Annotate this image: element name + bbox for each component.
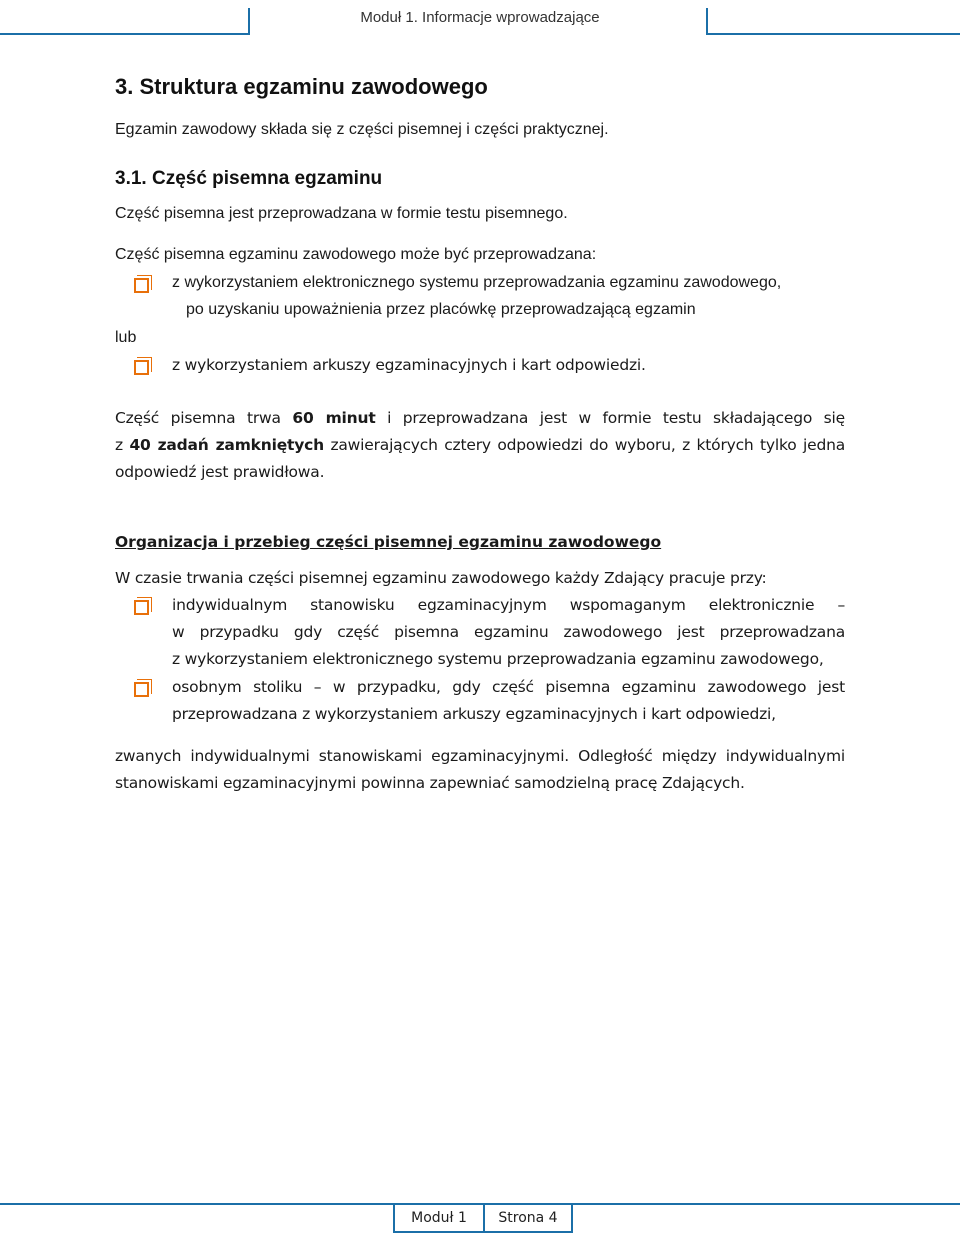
subsection-intro: Część pisemna jest przeprowadzana w formie testu pisemnego. — [115, 205, 568, 222]
header-rule-left — [0, 33, 250, 35]
item-1-line-2: w przypadku gdy część pisemna egzaminu zawodowego jest przeprowadzana — [172, 623, 845, 641]
item-2-line-2: przeprowadzana z wykorzystaniem arkuszy egzaminacyjnych i kart odpowiedzi, — [172, 705, 776, 723]
may-be-conducted-text: Część pisemna egzaminu zawodowego może być przeprowadzana: — [115, 246, 597, 263]
option-1-line-1: z wykorzystaniem elektronicznego systemu przeprowadzania egzaminu zawodowego, — [172, 274, 782, 291]
subsection-title: 3.1. Część pisemna egzaminu — [115, 168, 383, 189]
duration-line-2 — [115, 436, 845, 454]
duration-text-2: i przeprowadzana jest w formie testu składającego się — [375, 409, 845, 427]
closing-line-2: stanowiskami egzaminacyjnymi powinna zapewniać samodzielną pracę Zdających. — [115, 774, 745, 792]
running-header-title: Moduł 1. Informacje wprowadzające — [360, 9, 600, 26]
or-text: lub — [115, 329, 137, 346]
bullet-icon — [134, 600, 149, 615]
section-title: 3. Struktura egzaminu zawodowego — [115, 74, 488, 99]
duration-line-1 — [115, 409, 845, 427]
bullet-icon — [134, 682, 149, 697]
duration-line-3: odpowiedź jest prawidłowa. — [115, 463, 325, 481]
duration-task-count: 40 zadań zamkniętych — [129, 436, 324, 454]
duration-minutes: 60 minut — [292, 409, 376, 427]
option-2: z wykorzystaniem arkuszy egzaminacyjnych i kart odpowiedzi. — [172, 356, 646, 374]
footer-module: Moduł 1 — [411, 1210, 467, 1226]
organization-heading: Organizacja i przebieg części pisemnej egzaminu zawodowego — [115, 533, 662, 551]
option-1-line-2: po uzyskaniu upoważnienia przez placówkę przeprowadzającą egzamin — [186, 301, 696, 318]
item-1-line-1: indywidualnym stanowisku egzaminacyjnym wspomaganym elektronicznie – — [172, 596, 845, 614]
item-1-line-3: z wykorzystaniem elektronicznego systemu przeprowadzania egzaminu zawodowego, — [172, 650, 824, 668]
closing-line-1: zwanych indywidualnymi stanowiskami egzaminacyjnymi. Odległość między indywidualnymi — [115, 747, 845, 765]
section-intro: Egzamin zawodowy składa się z części pisemnej i części praktycznej. — [115, 121, 609, 138]
header-rule-left-tick — [248, 8, 250, 35]
footer-rule-right — [571, 1203, 960, 1205]
duration-text-1: Część pisemna trwa — [115, 409, 293, 427]
header-rule-right-tick — [706, 8, 708, 35]
duration-text-4: zawierających cztery odpowiedzi do wyboru, z których tylko jedna — [323, 436, 846, 454]
footer-module-box — [393, 1203, 485, 1233]
footer-page-number: Strona 4 — [498, 1210, 558, 1226]
footer-page-box — [483, 1203, 573, 1233]
footer-rule-left — [0, 1203, 395, 1205]
item-2-line-1: osobnym stoliku – w przypadku, gdy część pisemna egzaminu zawodowego jest — [172, 678, 845, 696]
bullet-icon — [134, 360, 149, 375]
organization-intro: W czasie trwania części pisemnej egzaminu zawodowego każdy Zdający pracuje przy: — [115, 569, 767, 587]
header-rule-right — [706, 33, 960, 35]
duration-text-3: z — [115, 436, 130, 454]
bullet-icon — [134, 278, 149, 293]
